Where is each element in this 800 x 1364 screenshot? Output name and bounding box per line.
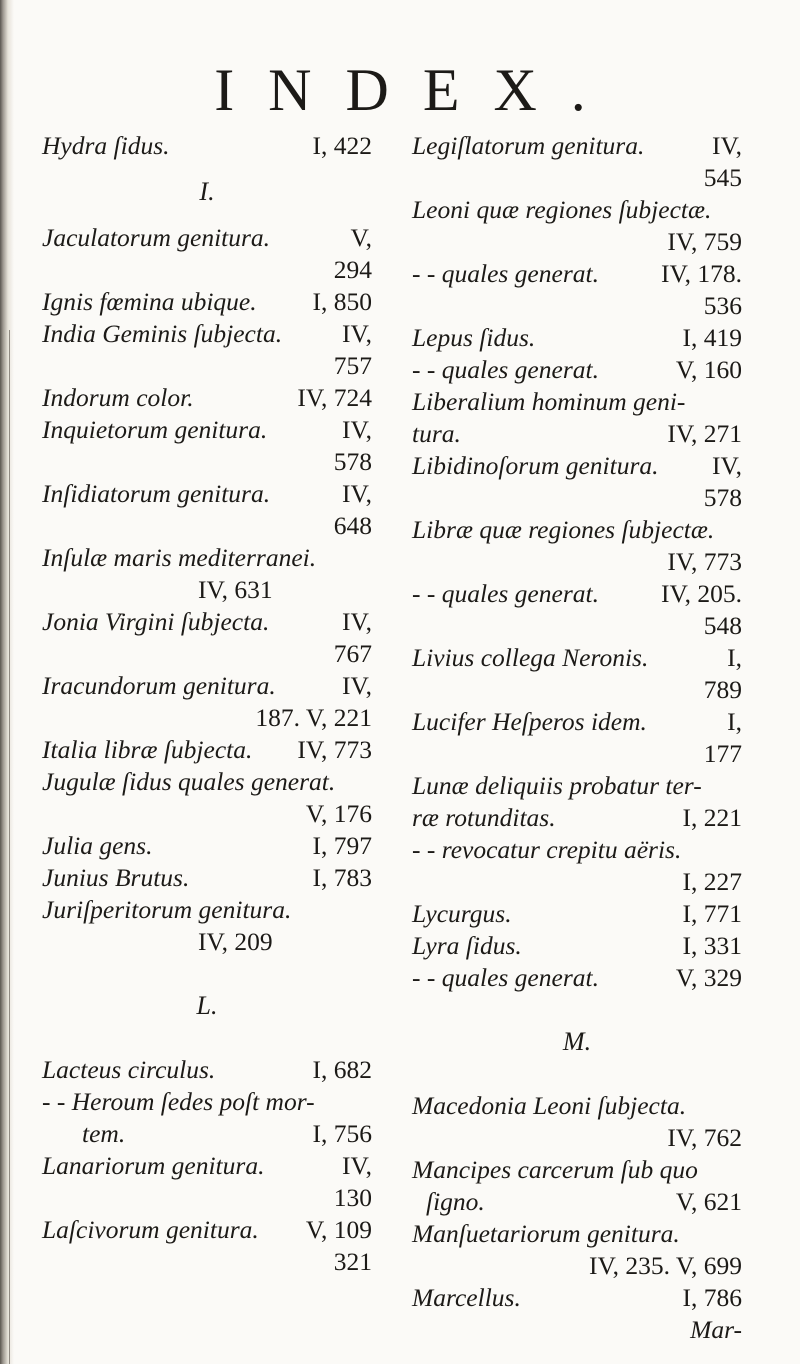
entry-ref: I, 221 [682, 803, 742, 832]
entry-ref: IV, 631 [198, 575, 273, 604]
entry-ref: V, 329 [675, 963, 742, 992]
index-entry [42, 478, 372, 542]
index-entry [42, 1086, 372, 1150]
entry-head: Libidinoſorum genitura. [412, 451, 659, 480]
index-entry [42, 130, 372, 162]
entry-head: Marcellus. [412, 1283, 521, 1312]
entry-ref: IV, [342, 671, 372, 700]
index-entry [412, 194, 742, 258]
entry-head: Libræ quæ regiones ſubjectæ. [412, 515, 715, 544]
entry-ref: IV, [342, 479, 372, 508]
entry-ref: IV, 235. V, 699 [588, 1251, 742, 1280]
entry-ref: IV, [342, 415, 372, 444]
section-letter-l: L. [196, 991, 218, 1020]
index-entry [42, 766, 372, 830]
entry-head: India Geminis ſubjecta. [42, 319, 283, 348]
entry-ref-cont: 757 [333, 351, 372, 380]
entry-head: Manſuetariorum genitura. [412, 1219, 680, 1248]
entry-ref-cont: 648 [333, 511, 372, 540]
index-entry [412, 770, 742, 834]
entry-ref: IV, 773 [297, 735, 372, 764]
entry-head: Hydra ſidus. [42, 131, 170, 160]
entry-head: Lyra ſidus. [412, 931, 522, 960]
entry-head: Macedonia Leoni ſubjecta. [412, 1091, 687, 1120]
entry-ref: I, 786 [682, 1283, 742, 1312]
index-entry [42, 830, 372, 862]
entry-ref: IV, [342, 1151, 372, 1180]
entry-head: Jonia Virgini ſubjecta. [42, 607, 270, 636]
entry-ref: V, 109 [305, 1215, 372, 1244]
entry-head-cont: ræ rotunditas. [412, 803, 556, 832]
index-entry [412, 642, 742, 706]
entry-head: Juriſperitorum genitura. [42, 895, 292, 924]
entry-ref: I, 227 [682, 867, 742, 896]
index-entry [42, 414, 372, 478]
entry-ref: IV, [342, 319, 372, 348]
index-entry [412, 962, 742, 994]
entry-ref-cont: 177 [703, 739, 742, 768]
entry-ref-cont: 536 [703, 291, 742, 320]
entry-ref: V, 160 [675, 355, 742, 384]
entry-ref: IV, [712, 131, 742, 160]
entry-ref-cont: 294 [333, 255, 372, 284]
index-entry [412, 1218, 742, 1282]
index-entry [412, 898, 742, 930]
catchword-text: Mar- [690, 1315, 742, 1344]
index-entry [42, 734, 372, 766]
index-entry [412, 514, 742, 578]
entry-head-cont: ſigno. [426, 1187, 485, 1216]
index-entry [412, 834, 742, 898]
book-spine-shadow [0, 0, 14, 1364]
entry-head: Legiſlatorum genitura. [412, 131, 645, 160]
index-entry [42, 1054, 372, 1086]
entry-ref-cont: 548 [703, 611, 742, 640]
entry-head: Inquietorum genitura. [42, 415, 268, 444]
entry-head: - - quales generat. [412, 963, 599, 992]
entry-ref: IV, 205. [661, 579, 742, 608]
entry-ref-cont: 578 [703, 483, 742, 512]
index-entry [42, 1150, 372, 1214]
index-entry [42, 542, 372, 606]
entry-head: Lycurgus. [412, 899, 512, 928]
entry-head: Ignis fœmina ubique. [42, 287, 257, 316]
entry-ref-cont: 545 [703, 163, 742, 192]
entry-head: Indorum color. [42, 383, 194, 412]
index-entry [42, 286, 372, 318]
entry-head: Livius collega Neronis. [412, 643, 649, 672]
entry-head: Julia gens. [42, 831, 153, 860]
entry-ref: I, 756 [312, 1119, 372, 1148]
entry-ref: IV, 773 [667, 547, 742, 576]
entry-head: - - quales generat. [412, 259, 599, 288]
entry-ref-cont: 789 [703, 675, 742, 704]
entry-head: - - quales generat. [412, 579, 599, 608]
catchword [412, 1314, 742, 1346]
index-entry [412, 354, 742, 386]
entry-ref: I, 850 [312, 287, 372, 316]
right-column [412, 130, 742, 1346]
entry-ref: I, 771 [682, 899, 742, 928]
index-entry [412, 1090, 742, 1154]
entry-head: Inſidiatorum genitura. [42, 479, 271, 508]
index-entry [412, 322, 742, 354]
entry-head: Laſcivorum genitura. [42, 1215, 259, 1244]
entry-head: Iracundorum genitura. [42, 671, 276, 700]
entry-ref: I, 797 [312, 831, 372, 860]
entry-head: - - revocatur crepitu aëris. [412, 835, 682, 864]
index-entry [42, 318, 372, 382]
index-entry [412, 930, 742, 962]
page-header: INDEX. [214, 57, 620, 123]
entry-ref: I, 331 [682, 931, 742, 960]
index-entry [412, 578, 742, 642]
entry-ref: IV, 759 [667, 227, 742, 256]
entry-ref: IV, 271 [667, 419, 742, 448]
entry-head: Mancipes carcerum ſub quo [412, 1155, 698, 1184]
entry-head: Liberalium hominum geni- [412, 387, 686, 416]
entry-ref: IV, 178. [661, 259, 742, 288]
entry-head: Inſulæ maris mediterranei. [42, 543, 317, 572]
index-entry [412, 258, 742, 322]
entry-head: Jaculatorum genitura. [42, 223, 271, 252]
index-entry [42, 862, 372, 894]
entry-ref: I, 682 [312, 1055, 372, 1084]
section-letter-m: M. [562, 1027, 592, 1056]
entry-ref: V, 621 [675, 1187, 742, 1216]
entry-ref-cont: 130 [333, 1183, 372, 1212]
index-entry [412, 450, 742, 514]
entry-ref: IV, 209 [198, 927, 273, 956]
entry-head: Lunæ deliquiis probatur ter- [412, 771, 702, 800]
left-column [42, 130, 372, 1278]
index-entry [42, 222, 372, 286]
entry-ref: I, 419 [682, 323, 742, 352]
index-entry [412, 1282, 742, 1314]
entry-head: Lepus ſidus. [412, 323, 536, 352]
entry-ref-cont: 187. V, 221 [255, 703, 372, 732]
entry-ref: I, [727, 643, 742, 672]
entry-ref: IV, 762 [667, 1123, 742, 1152]
entry-head: - - quales generat. [412, 355, 599, 384]
index-entry [42, 894, 372, 958]
index-entry [412, 1154, 742, 1218]
entry-head-cont: tem. [82, 1119, 126, 1148]
entry-ref-cont: 321 [333, 1247, 372, 1276]
index-entry [42, 606, 372, 670]
index-entry [42, 670, 372, 734]
entry-head-cont: tura. [412, 419, 461, 448]
section-letter-i: I. [199, 177, 215, 206]
entry-head: Italia libræ ſubjecta. [42, 735, 253, 764]
entry-ref: V, 176 [305, 799, 372, 828]
gutter-line [9, 330, 10, 1364]
entry-head: Jugulæ ſidus quales generat. [42, 767, 336, 796]
index-entry [412, 130, 742, 194]
entry-ref: V, [350, 223, 372, 252]
entry-head: Junius Brutus. [42, 863, 190, 892]
entry-head: Lacteus circulus. [42, 1055, 216, 1084]
index-entry [412, 386, 742, 450]
index-entry [42, 382, 372, 414]
entry-ref: I, [727, 707, 742, 736]
index-entry [42, 1214, 372, 1278]
entry-head: Leoni quæ regiones ſubjectæ. [412, 195, 712, 224]
entry-head: - - Heroum ſedes poſt mor- [42, 1087, 315, 1116]
index-entry [412, 706, 742, 770]
entry-ref-cont: 578 [333, 447, 372, 476]
entry-ref: IV, [712, 451, 742, 480]
entry-ref: IV, [342, 607, 372, 636]
entry-ref: I, 422 [312, 131, 372, 160]
entry-ref: IV, 724 [297, 383, 372, 412]
entry-head: Lanariorum genitura. [42, 1151, 265, 1180]
entry-ref: I, 783 [312, 863, 372, 892]
entry-head: Lucifer Heſperos idem. [412, 707, 647, 736]
entry-ref-cont: 767 [333, 639, 372, 668]
